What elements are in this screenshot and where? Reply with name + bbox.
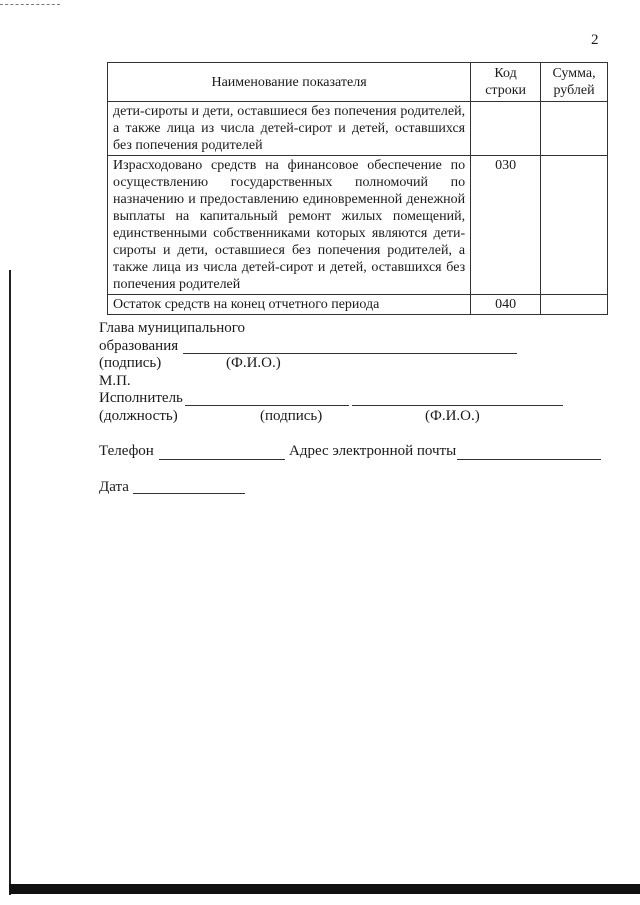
- executor-label: Исполнитель: [99, 390, 183, 406]
- row-sum: [541, 295, 608, 315]
- row-sum: [541, 156, 608, 295]
- executor-position-line: [185, 405, 349, 406]
- email-label: Адрес электронной почты: [289, 443, 457, 459]
- head-signature-line: [183, 353, 517, 354]
- scan-edge-bottom: [9, 884, 640, 894]
- stamp-label: М.П.: [99, 373, 131, 389]
- page-number: 2: [591, 32, 599, 48]
- phone-line: [159, 459, 285, 460]
- header-line-code: Код строки: [471, 63, 541, 102]
- head-title-line1: Глава муниципального: [99, 320, 246, 336]
- date-label: Дата: [99, 479, 129, 495]
- row-code: 040: [471, 295, 541, 315]
- table-row: [108, 295, 608, 315]
- scan-edge-left: [9, 270, 11, 895]
- date-line: [133, 493, 245, 494]
- executor-caption-position: (должность): [99, 408, 178, 424]
- row-name: Израсходовано средств на финансовое обеспечение по осуществлению государственных полномочий по назначению и предоставлению единовременной денежной выплаты на капитальный ремонт жилых помещений, единственными собственниками которых являются дети-сироты и дети, оставшиеся без попечения родителей, а также лица из числа детей-сирот и детей, оставшихся без попечения родителей: [108, 156, 471, 295]
- executor-caption-sign: (подпись): [260, 408, 323, 424]
- phone-label: Телефон: [99, 443, 154, 459]
- row-code: [471, 102, 541, 156]
- row-name: Остаток средств на конец отчетного периода: [108, 295, 471, 315]
- table-row: [108, 102, 608, 156]
- header-indicator-name: Наименование показателя: [108, 63, 471, 102]
- row-code: 030: [471, 156, 541, 295]
- table-header-row: [108, 63, 608, 102]
- scan-artifact-dash: [0, 4, 60, 5]
- executor-fio-line: [352, 405, 563, 406]
- email-line: [457, 459, 601, 460]
- head-caption-fio: (Ф.И.О.): [226, 355, 281, 371]
- row-sum: [541, 102, 608, 156]
- head-title-line2: образования: [99, 338, 179, 354]
- head-caption-sign: (подпись): [99, 355, 162, 371]
- executor-caption-fio: (Ф.И.О.): [425, 408, 480, 424]
- row-name: дети-сироты и дети, оставшиеся без попечения родителей, а также лица из числа детей-сирот и детей, оставшихся без попечения родителей: [108, 102, 471, 156]
- report-table: [107, 62, 608, 315]
- table-row: [108, 156, 608, 295]
- header-sum: Сумма, рублей: [541, 63, 608, 102]
